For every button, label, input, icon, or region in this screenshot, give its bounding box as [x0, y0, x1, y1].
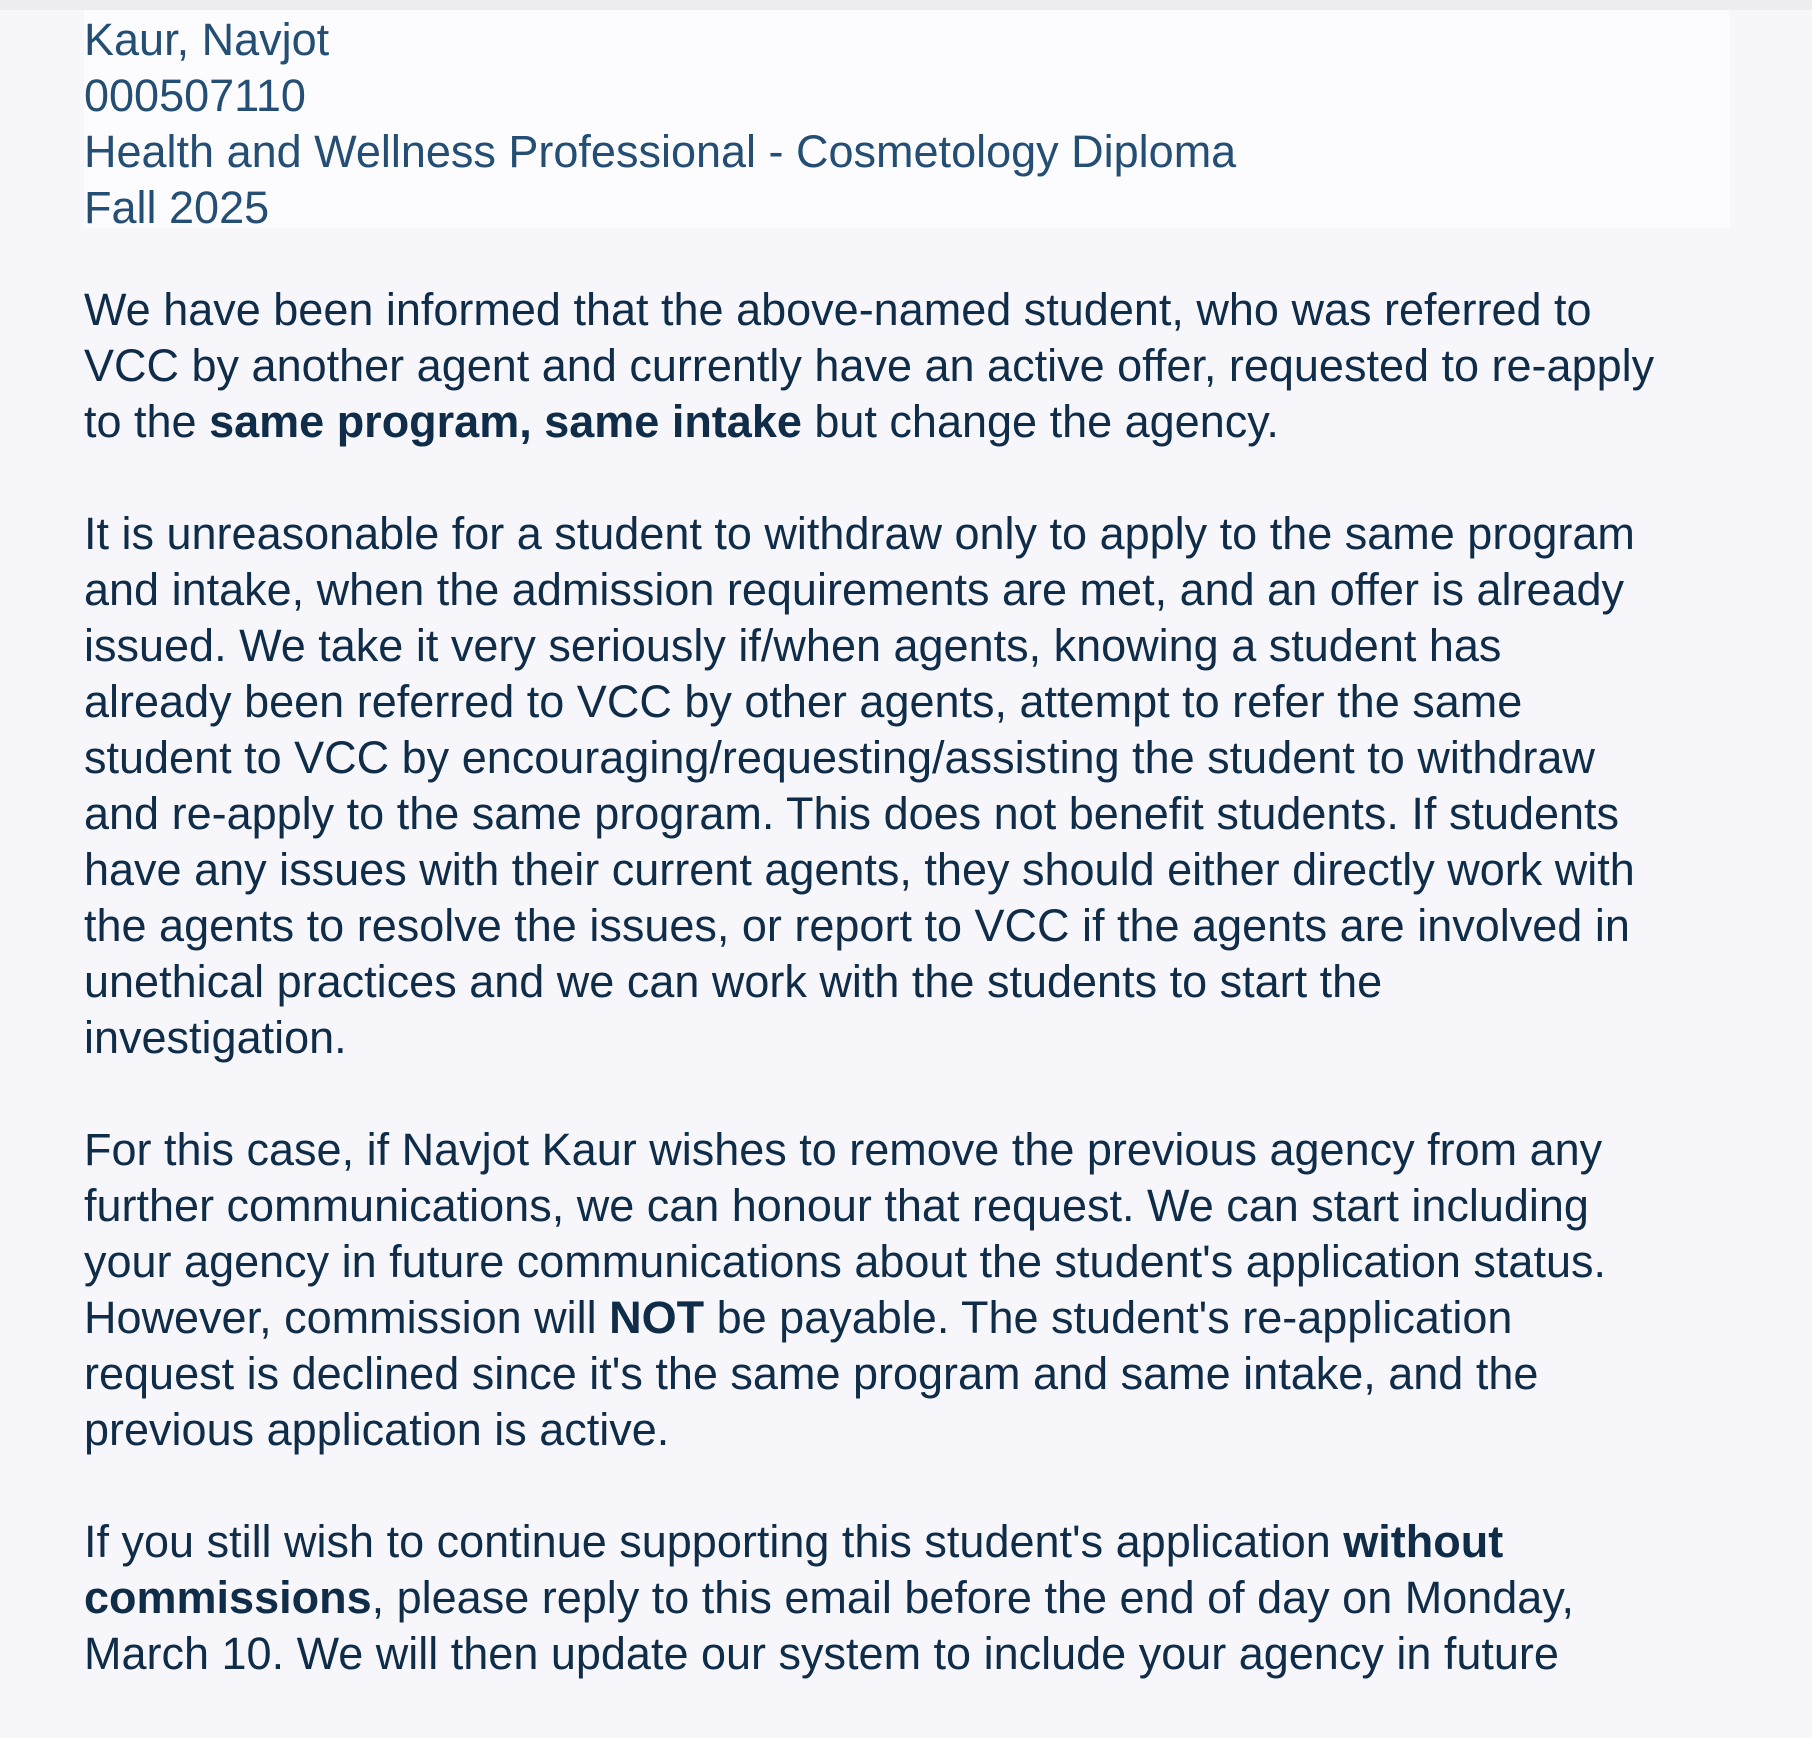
email-body	[84, 282, 1734, 1738]
text-segment: to the	[84, 396, 210, 447]
text-segment: However, commission will	[84, 1292, 610, 1343]
student-term: Fall 2025	[84, 182, 270, 233]
text-line: student to VCC by encouraging/requesting/assisting the student to withdraw	[84, 732, 1595, 783]
bold-emphasis: NOT	[609, 1292, 705, 1343]
text-line: For this case, if Navjot Kaur wishes to remove the previous agency from any	[84, 1124, 1603, 1175]
bold-emphasis: without	[1343, 1516, 1504, 1567]
text-segment: , please reply to this email before the end of day on Monday,	[371, 1572, 1574, 1623]
text-line: request is declined since it's the same program and same intake, and the	[84, 1348, 1539, 1399]
text-line: We have been informed that the above-named student, who was referred to	[84, 284, 1592, 335]
student-name: Kaur, Navjot	[84, 14, 330, 65]
text-segment: be payable. The student's re-application	[704, 1292, 1513, 1343]
text-line	[84, 1514, 1734, 1570]
text-line: investigation.	[84, 1012, 347, 1063]
text-line: your agency in future communications about the student's application status.	[84, 1236, 1606, 1287]
paragraph-policy	[84, 506, 1734, 1066]
paragraph-reapply-request	[84, 282, 1734, 450]
text-line: have any issues with their current agents, they should either directly work with	[84, 844, 1635, 895]
student-program: Health and Wellness Professional - Cosmetology Diploma	[84, 126, 1237, 177]
student-id: 000507110	[84, 70, 306, 121]
text-segment: but change the agency.	[801, 396, 1279, 447]
bold-emphasis: same program, same intake	[209, 396, 802, 447]
paragraph-commission	[84, 1122, 1734, 1458]
text-segment: If you still wish to continue supporting this student's application	[84, 1516, 1344, 1567]
paragraph-reply-request	[84, 1514, 1734, 1682]
top-strip	[0, 0, 1812, 10]
bold-emphasis: commissions	[84, 1572, 372, 1623]
text-line	[84, 1570, 1734, 1626]
text-line: previous application is active.	[84, 1404, 670, 1455]
text-line	[84, 1290, 1734, 1346]
text-line: March 10. We will then update our system to include your agency in future	[84, 1628, 1559, 1679]
text-line: the agents to resolve the issues, or report to VCC if the agents are involved in	[84, 900, 1630, 951]
text-line: unethical practices and we can work with the students to start the	[84, 956, 1383, 1007]
text-line: already been referred to VCC by other agents, attempt to refer the same	[84, 676, 1523, 727]
text-line: and re-apply to the same program. This does not benefit students. If students	[84, 788, 1620, 839]
text-line: It is unreasonable for a student to withdraw only to apply to the same program	[84, 508, 1635, 559]
student-info-block	[84, 10, 1730, 233]
text-line: further communications, we can honour that request. We can start including	[84, 1180, 1589, 1231]
text-line	[84, 394, 1734, 450]
text-line: and intake, when the admission requirements are met, and an offer is already	[84, 564, 1625, 615]
text-line: VCC by another agent and currently have an active offer, requested to re-apply	[84, 340, 1655, 391]
text-line: issued. We take it very seriously if/when agents, knowing a student has	[84, 620, 1502, 671]
